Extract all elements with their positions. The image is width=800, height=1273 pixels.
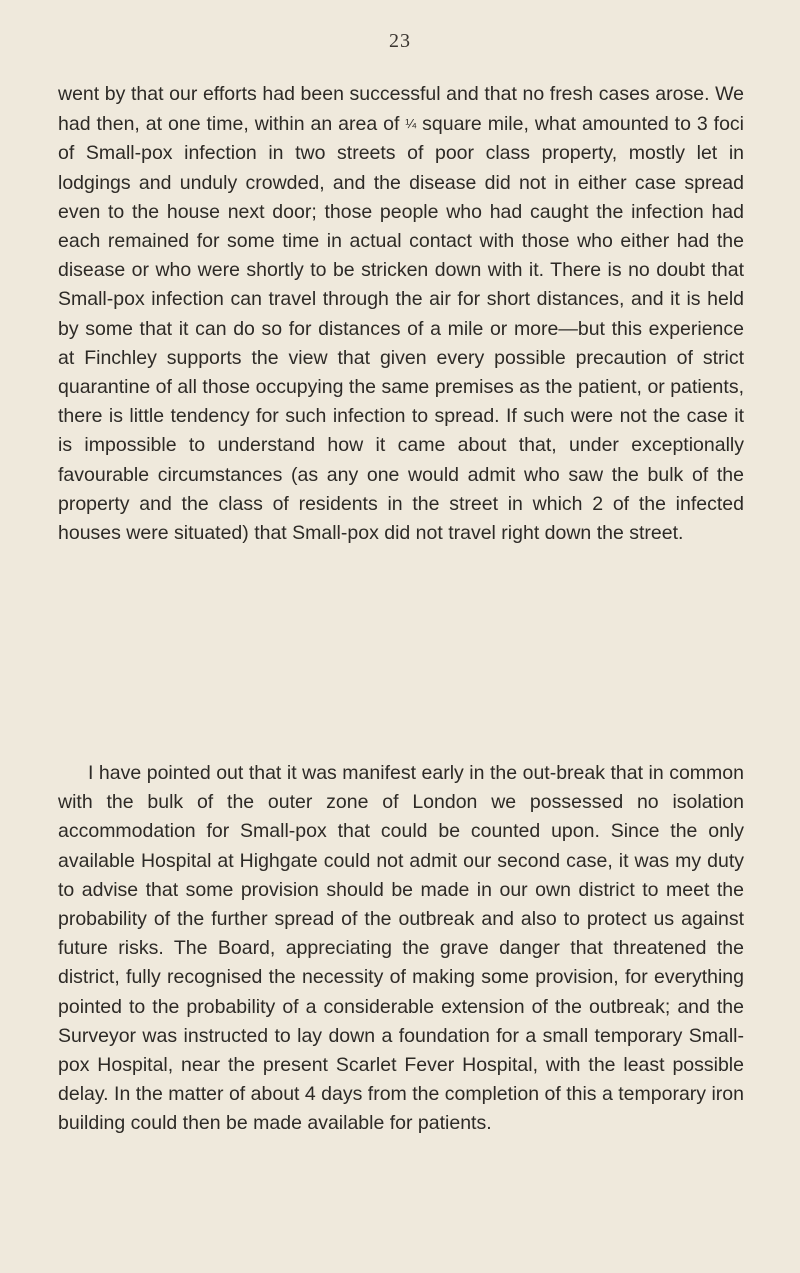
paragraph-2: I have pointed out that it was manifest early in the out-break that in common with the bulk of the outer zone of London we possessed no isolation accommodation for Small-pox that could be counted upon. Since the only available Hospital at Highgate could not admit our second case, it was my duty to advise that some provision should be made in our own district to meet the probability of the further spread of the outbreak and also to protect us against future risks. The Board, appreciating the grave danger that threatened the district, fully recognised the necessity of making some provision, for everything pointed to the probability of a considerable extension of the outbreak; and the Surveyor was instructed to lay down a foundation for a small temporary Small-pox Hospital, near the present Scarlet Fever Hospital, with the least possible delay. In the matter of about 4 days from the completion of this a temporary iron building could then be made available for patients. bbox=[58, 762, 744, 1135]
paragraph-1 bbox=[58, 80, 744, 548]
fraction-quarter: ¼ bbox=[405, 116, 417, 132]
page-number: 23 bbox=[389, 30, 411, 52]
paragraph-1-text-after: square mile, what amounted to 3 foci of Small-pox infection in two streets of poor class property, mostly let in lodgings and unduly crowded, and the disease did not in either case spread even to the house next door; those people who had caught the infection had each remained for some time in actual contact with those who either had the disease or who were shortly to be stricken down with it. There is no doubt that Small-pox infection can travel through the air for short distances, and it is held by some that it can do so for distances of a mile or more—but this experience at Finchley supports the view that given every possible precaution of strict quarantine of all those occupying the same premises as the patient, or patients, there is little tendency for such infection to spread. If such were not the case it is impossible to understand how it came about that, under exceptionally favourable circumstances (as any one would admit who saw the bulk of the property and the class of residents in the street in which 2 of the infected houses were situated) that Small-pox did not travel right down the street. bbox=[58, 113, 744, 545]
paragraph-1-text-before: went by that our efforts had been successful and that no fresh cases arose. We had then, at one time, within an area of bbox=[58, 83, 744, 136]
